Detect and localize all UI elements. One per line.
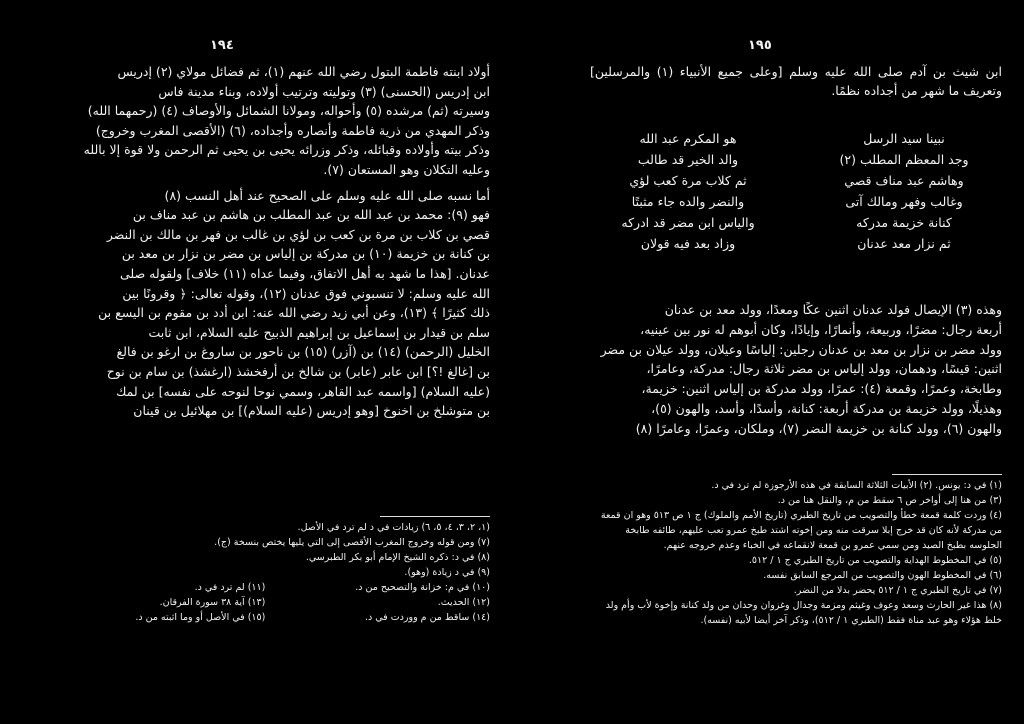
page-195: [512, 0, 1024, 724]
footnote: (٤) وردت كلمة قمعة خطأ والتصويب من تاريخ الطبري (تاريخ الأمم والملوك) ج ١ ص ٥١٣ وهو ان قمعة: [600, 510, 1002, 521]
text-line: وطابخة، وعمرًا، وقمعة (٤): عمرًا، وولد مدركة بن إلياس اثنين: خزيمة،: [641, 381, 1002, 397]
footnote-divider: [380, 516, 490, 517]
text-line: اثنين: قيسًا، ودهمان، وولد إلياس بن مضر ثلاثة رجال: مدركة، وعامرًا،: [646, 361, 1002, 377]
footnote: من مدركة لأنه كان قد خرج إبلا سرقت منه ومن إخوته اشتد طبخ عمرو تعب عليهم، طائفه طابخة: [625, 525, 1002, 536]
text-line: الله عليه وسلم: لا تنسبوني فوق عدنان (١٢)، وقوله تعالى: ﴿ وقرونًا بين: [122, 285, 490, 301]
poem-verse: [590, 149, 1002, 170]
text-line: وذكر بيته وأولاده وقبائله، وذكر وزرائه يحيى بن يحيى ثم الرحمن ولا قوة إلا بالله: [83, 142, 490, 158]
hemistich: ثم كلاب مرة كعب لؤي: [629, 173, 747, 188]
footnote: (١) في د: يونس. (٢) الأبيات الثلاثة السابقة في هذه الأرجوزة لم ترد في د.: [711, 480, 1002, 491]
poem-verse: [590, 191, 1002, 212]
text-line: وهذيلًا، وولد خزيمة بن مدركة أربعة: كنانة، وأسدًا، وأسد، والهون (٥)،: [651, 400, 1002, 416]
footnotes: [590, 478, 1002, 628]
poem-verse: [590, 233, 1002, 254]
text-line: أولاد ابنته فاطمة البتول رضي الله عنهم (١)، ثم فضائل مولاي (٢) إدريس: [117, 64, 490, 79]
body-genealogy: [590, 300, 1002, 439]
text-line: ابن إدريس (الحسنى) (٣) وتوليته وترتيب أولاده، وبناء مدينة فاس: [158, 83, 490, 99]
text-line: وسيرته (ثم) مرشده (٥) وأحواله، ومولانا الشمائل والأوصاف (٤) (رحمهما الله): [87, 103, 490, 119]
footnote: (٧) في تاريخ الطبري ج ١ / ٥١٢ يحضر بدلا من النضر.: [793, 585, 1002, 596]
text-line: فهو (٩): محمد بن عبد الله بن عبد المطلب بن هاشم بن عبد مناف بن: [132, 207, 490, 223]
footnote: (١، ٢، ٣، ٤، ٥، ٦) زيادات في د لم ترد في الأصل.: [297, 522, 490, 533]
hemistich: والنضر والده جاء مثبتًا: [631, 194, 745, 209]
footnote-divider: [892, 474, 1002, 475]
footnote: (٣) من هنا إلى أواخر ص ٦ سقط من م، والنقل هنا من د.: [777, 495, 1002, 506]
text-line: أما نسبه صلى الله عليه وسلم على الصحيح عند أهل النسب (٨): [164, 187, 490, 203]
text-line: عدنان. [هذا ما شهد به أهل الاتفاق، وفيما عداه (١١) خلاف] ولقوله صلى: [120, 265, 490, 281]
page-number: ١٩٤: [210, 38, 234, 53]
poem: [590, 128, 1002, 254]
body-intro: [58, 62, 490, 421]
text-line: بن كنانة بن خزيمة (١٠) بن مدركة بن إلياس بن مضر بن نزار بن معد بن: [121, 246, 490, 262]
hemistich: والياس ابن مضر قد ادركه: [621, 215, 755, 230]
text-line: قصي بن كلاب بن مرة بن كعب بن لؤي بن غالب بن فهر بن مالك بن النضر: [106, 226, 490, 242]
hemistich: وهاشم عبد مناف قصي: [844, 173, 964, 188]
footnote: (٨) هذا غير الحارث وسعد وعوف وغيثم ومزمة وجدال وغزوان وحدان من ولد كنانة وإخوة لأب وأم ولد: [605, 600, 1002, 611]
poem-verse: [590, 128, 1002, 149]
footnote: (٥) في المخطوط الهداية والتصويب من تاريخ الطبري ج ١ / ٥١٢.: [748, 555, 1002, 566]
text-line: الخليل (الرحمن) (١٤) بن (آزر) (١٥) بن ناحور بن ساروغ بن ارغو بن فالغ: [116, 344, 490, 360]
text-line: وولد مضر بن نزار بن معد بن عدنان رجلين: إلياسًا وعيلان، وولد عيلان بن مضر: [600, 341, 1002, 357]
text-line: ذلك كثيرًا ﴾ (١٣)، وعن أبي زيد رضي الله عنه: ابن أدد بن مقوم بن اليسع بن: [98, 305, 490, 321]
footnote: (١٢) الحديث.: [437, 597, 490, 608]
text-line: بن [غالغ !؟] ابن عابر (عابر) بن شالخ بن أرفخشذ (ارغشذ) بن سام بن نوح: [106, 363, 490, 379]
footnotes: [58, 520, 490, 625]
text-line: أربعة رجال: مضرًا، وربيعة، وأنمارًا، وإيادًا، وكان أبوهم له نور بين عينيه،: [640, 321, 1002, 337]
footnote: (٧) ومن قوله وخروج المغرب الأقصى إلى التي يليها يختص بنسخة (ج).: [214, 537, 490, 548]
poem-verse: [590, 170, 1002, 191]
hemistich: هو المكرم عبد الله: [639, 131, 737, 146]
footnote: خلط هؤلاء وهو عبد مناة فقط (الطبري ١ / ٥١٢)، وذكر آخر أيضا لأبيه (نفسه).: [700, 615, 1002, 626]
hemistich: وزاد بعد فيه قولان: [640, 236, 736, 251]
page-number: ١٩٥: [748, 38, 772, 53]
footnote: (٦) في المخطوط الهون والتصويب من المرجع السابق نفسه.: [763, 570, 1002, 581]
text-line: وعليه التكلان وهو المستعان (٧).: [323, 161, 490, 177]
footnote: (١٣) آية ٣٨ سورة الفرقان.: [159, 597, 266, 608]
text-line: ابن شيث بن آدم صلى الله عليه وسلم [وعلى جميع الأنبياء (١) والمرسلين] وتعريف ما شهر من أجداده نظمًا.: [590, 64, 1002, 98]
footnote: (١٠) في م: خزانة والتصحيح من د.: [355, 582, 490, 593]
text-line: والهون (٦)، وولد كنانة بن خزيمة النضر (٧)، وملكان، وعمرًا، وعامرًا (٨): [635, 420, 1002, 436]
hemistich: ثم نزار معد عدنان: [857, 236, 951, 251]
footnote: (٨) في د: ذكره الشيخ الإمام أبو بكر الطبرسي.: [305, 552, 490, 563]
text-line: وهذه (٣) الإيصال فولد عدنان اثنين عكًا ومعدًا، وولد معد بن عدنان: [664, 302, 1002, 317]
footnote: (١٤) ساقط من م ووردت في د.: [364, 612, 490, 623]
body-intro: [590, 62, 1002, 100]
text-line: وذكر المهدي من ذرية فاطمة وأنصاره وأجداده، (٦) (الأقصى المغرب وخروج): [95, 122, 490, 138]
hemistich: كنانة خزيمة مدركه: [856, 215, 952, 230]
text-line: بن متوشلخ بن اخنوخ [وهو إدريس (عليه السلام)] بن مهلائيل بن قينان: [133, 403, 490, 419]
text-line: (عليه السلام) [واسمه عبد القاهر، وسمي نوحا لنوحه على نفسه] بن لمك: [116, 383, 490, 399]
footnote: (١٥) في الأصل أو وما اثبته من د.: [135, 612, 266, 623]
hemistich: وجد المعظم المطلب (٢): [839, 152, 969, 167]
footnote: (١١) لم ترد في د.: [194, 582, 266, 593]
hemistich: والد الخير قد طالب: [637, 152, 739, 167]
poem-verse: [590, 212, 1002, 233]
hemistich: نبينا سيد الرسل: [863, 131, 945, 146]
hemistich: وغالب وفهر ومالك آتى: [845, 194, 963, 209]
footnote: (٩) في د زيادة (وهو).: [404, 567, 490, 578]
text-line: سلم بن قيدار بن إسماعيل بن إبراهيم الذبيح عليه السلام، ابن ثابت: [148, 324, 490, 340]
footnote: الجلوسه بطبخ الصيد ومن سمي عمرو بن قمعة لانقماعه في الخباء وعدم خروجه عنهم.: [663, 540, 1002, 551]
